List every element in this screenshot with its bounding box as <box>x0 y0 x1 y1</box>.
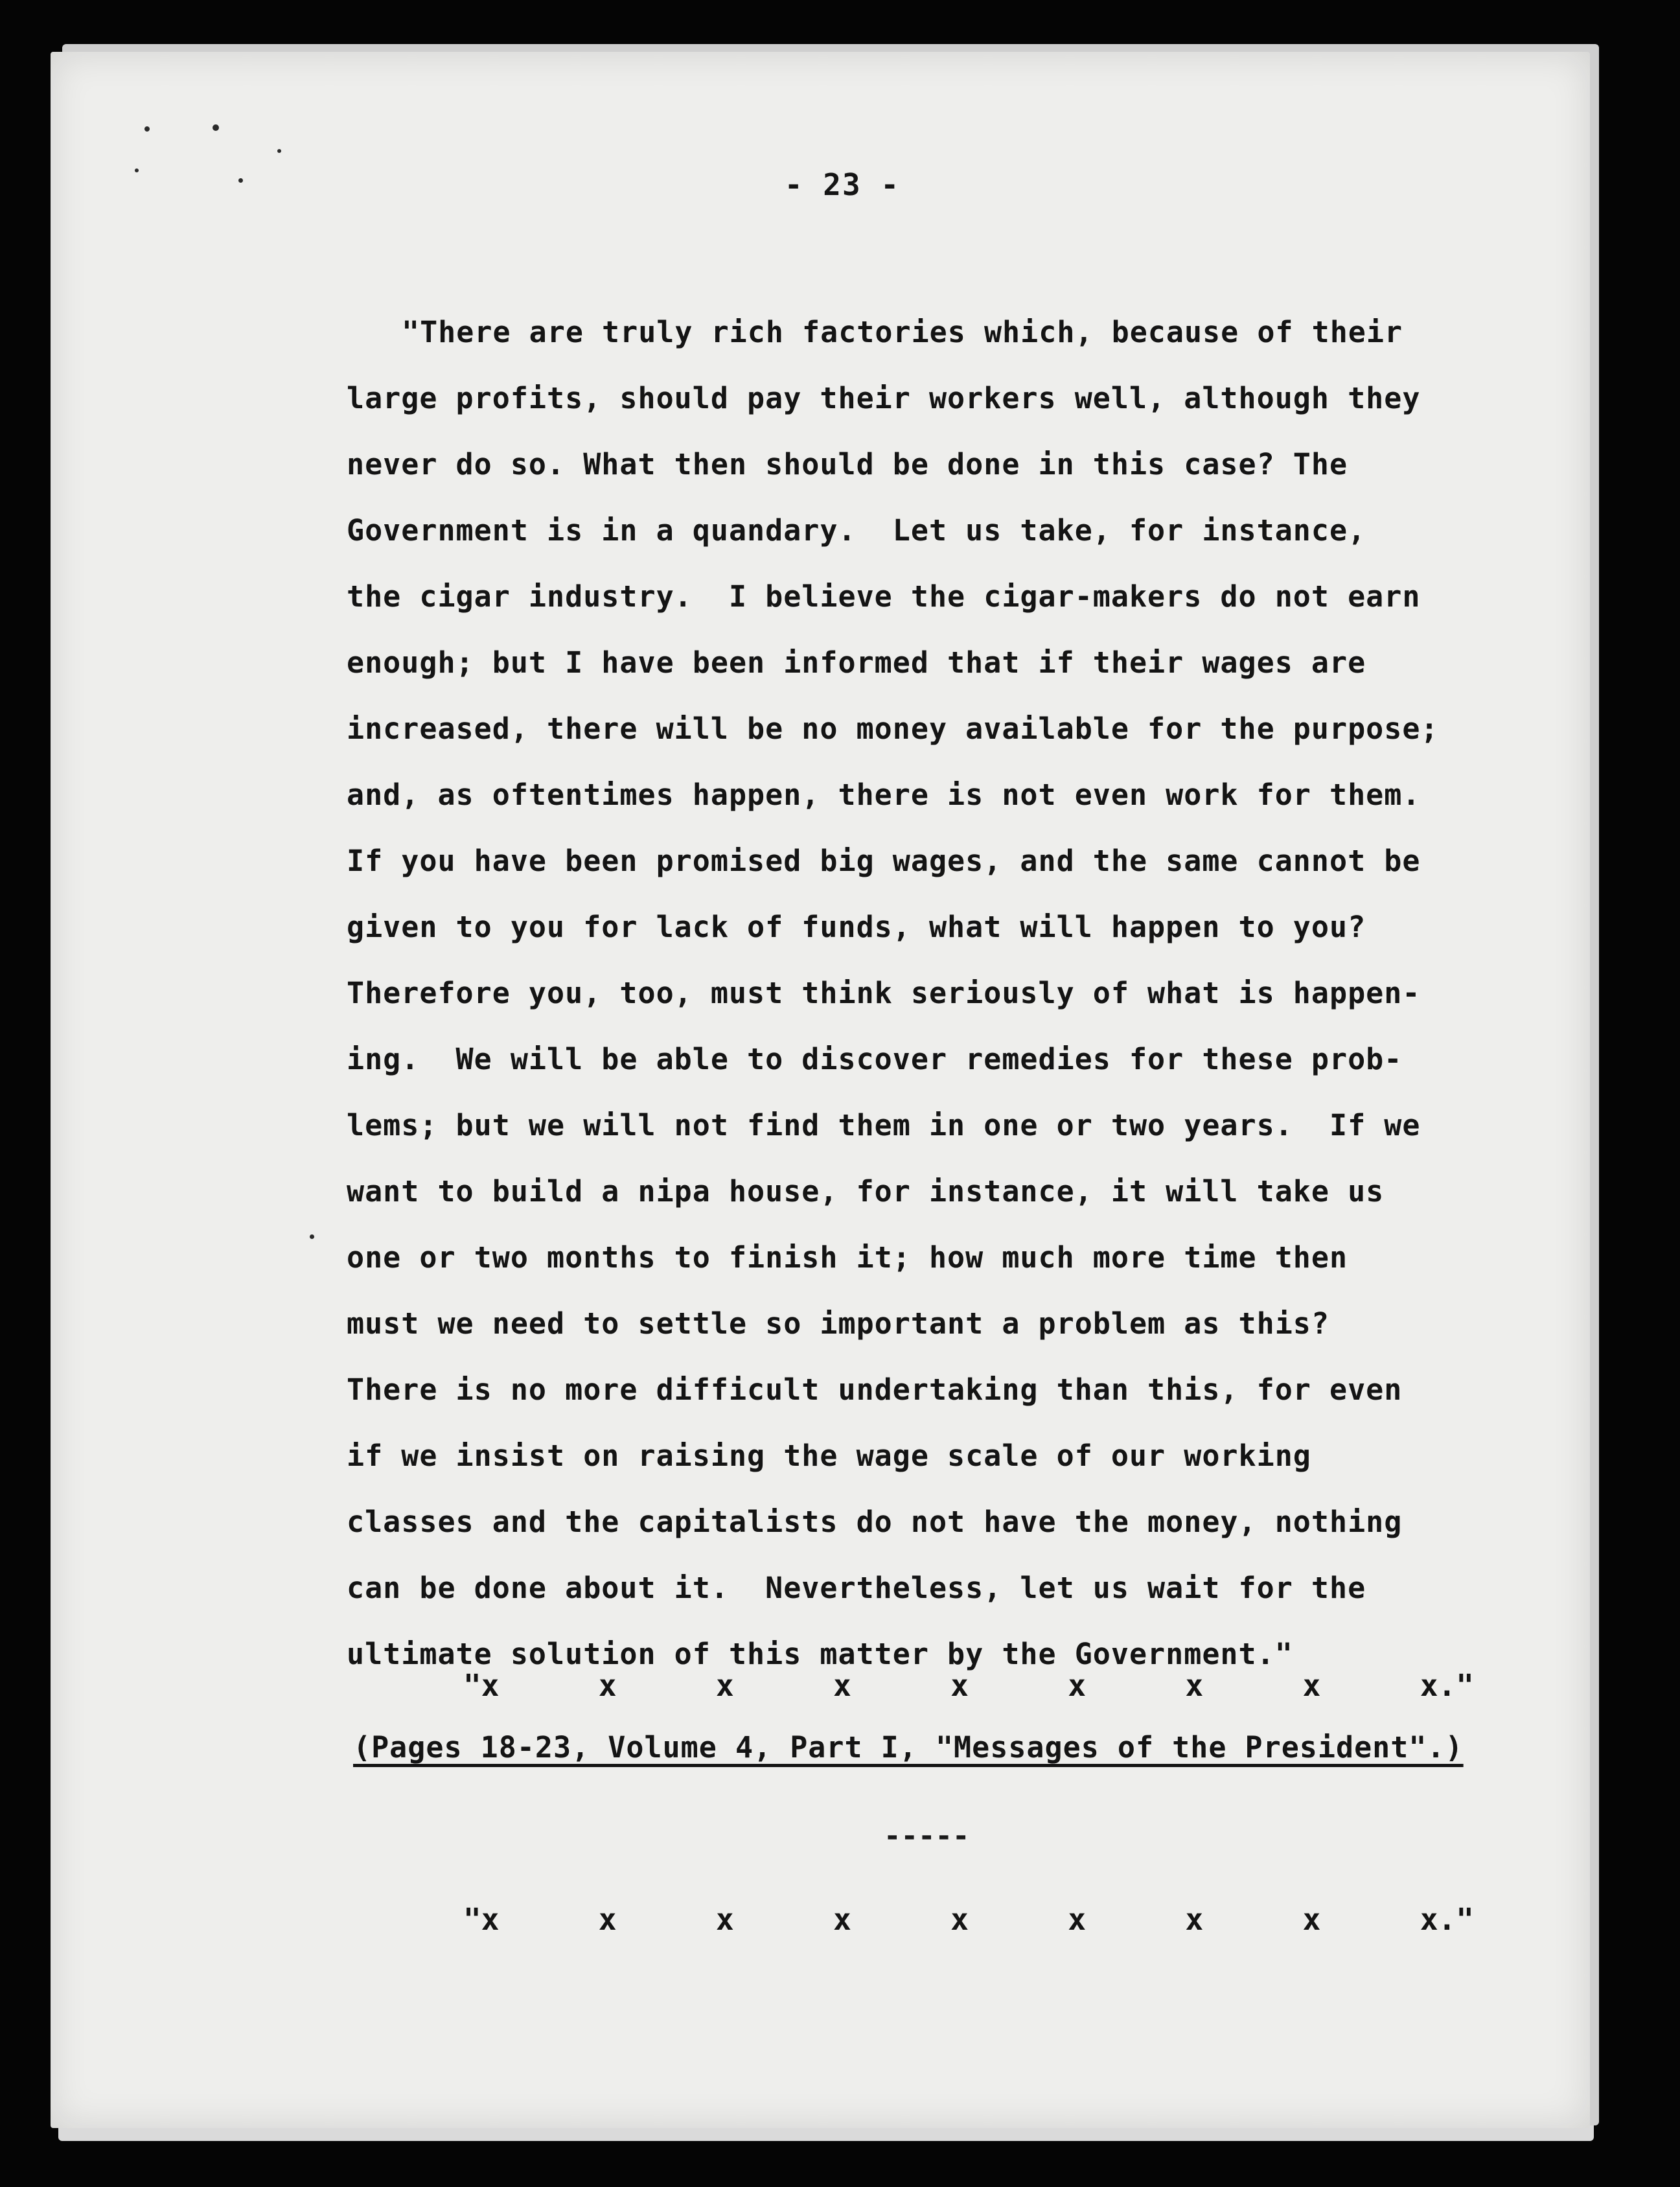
passage-line: and, as oftentimes happen, there is not even work for them. <box>347 778 1421 812</box>
ellipsis-mark: "x <box>463 1902 500 1937</box>
ellipsis-mark: x." <box>1420 1668 1474 1703</box>
passage-line: must we need to settle so important a problem as this? <box>347 1306 1329 1341</box>
passage-line: Government is in a quandary. Let us take, for instance, <box>347 513 1366 548</box>
passage-line: want to build a nipa house, for instance, it will take us <box>347 1174 1385 1209</box>
passage-line: if we insist on raising the wage scale of our working <box>347 1439 1311 1473</box>
ink-speck <box>144 126 150 132</box>
ink-speck <box>213 124 219 131</box>
ellipsis-mark: x <box>598 1668 617 1703</box>
ellipsis-mark: x <box>715 1668 734 1703</box>
ellipsis-mark: x <box>1185 1668 1204 1703</box>
passage-line: enough; but I have been informed that if their wages are <box>347 645 1366 680</box>
ellipsis-mark: x <box>833 1902 851 1937</box>
passage-line: never do so. What then should be done in this case? The <box>347 447 1348 481</box>
source-citation: (Pages 18-23, Volume 4, Part I, "Messages of the President".) <box>353 1730 1464 1765</box>
passage-line: Therefore you, too, must think seriously of what is happen- <box>347 976 1421 1010</box>
ellipsis-mark: x <box>715 1902 734 1937</box>
passage-line: increased, there will be no money available for the purpose; <box>347 712 1439 746</box>
ellipsis-mark: x <box>598 1902 617 1937</box>
ink-speck <box>135 168 139 172</box>
ellipsis-mark: x <box>1185 1902 1204 1937</box>
ellipsis-mark: x <box>1302 1902 1321 1937</box>
passage-line: If you have been promised big wages, and the same cannot be <box>347 844 1421 878</box>
passage-line: ultimate solution of this matter by the Government." <box>347 1637 1293 1671</box>
passage-line: the cigar industry. I believe the cigar-makers do not earn <box>347 579 1421 614</box>
passage-line: can be done about it. Nevertheless, let us wait for the <box>347 1571 1366 1605</box>
ink-speck <box>277 149 281 153</box>
quoted-passage <box>347 299 1578 1687</box>
passage-line: one or two months to finish it; how much more time then <box>347 1240 1348 1275</box>
ink-speck <box>310 1234 314 1239</box>
ellipsis-row <box>463 1668 1474 1703</box>
ellipsis-mark: "x <box>463 1668 500 1703</box>
ellipsis-mark: x <box>1068 1668 1087 1703</box>
separator-dashes: ----- <box>884 1820 970 1853</box>
ellipsis-mark: x <box>1068 1902 1087 1937</box>
passage-line: There is no more difficult undertaking than this, for even <box>347 1372 1403 1407</box>
ellipsis-mark: x <box>833 1668 851 1703</box>
passage-line: given to you for lack of funds, what will happen to you? <box>347 910 1366 944</box>
passage-line: ing. We will be able to discover remedies for these prob- <box>347 1042 1403 1076</box>
ellipsis-mark: x <box>950 1668 969 1703</box>
ellipsis-mark: x <box>1302 1668 1321 1703</box>
passage-line: "There are truly rich factories which, because of their <box>402 315 1403 349</box>
passage-line: large profits, should pay their workers well, although they <box>347 381 1421 415</box>
ink-speck <box>238 178 243 183</box>
ellipsis-row <box>463 1902 1474 1937</box>
passage-line: classes and the capitalists do not have the money, nothing <box>347 1505 1403 1539</box>
passage-line: lems; but we will not find them in one or two years. If we <box>347 1108 1421 1142</box>
page-number: - 23 - <box>784 167 901 202</box>
ellipsis-mark: x <box>950 1902 969 1937</box>
ellipsis-mark: x." <box>1420 1902 1474 1937</box>
